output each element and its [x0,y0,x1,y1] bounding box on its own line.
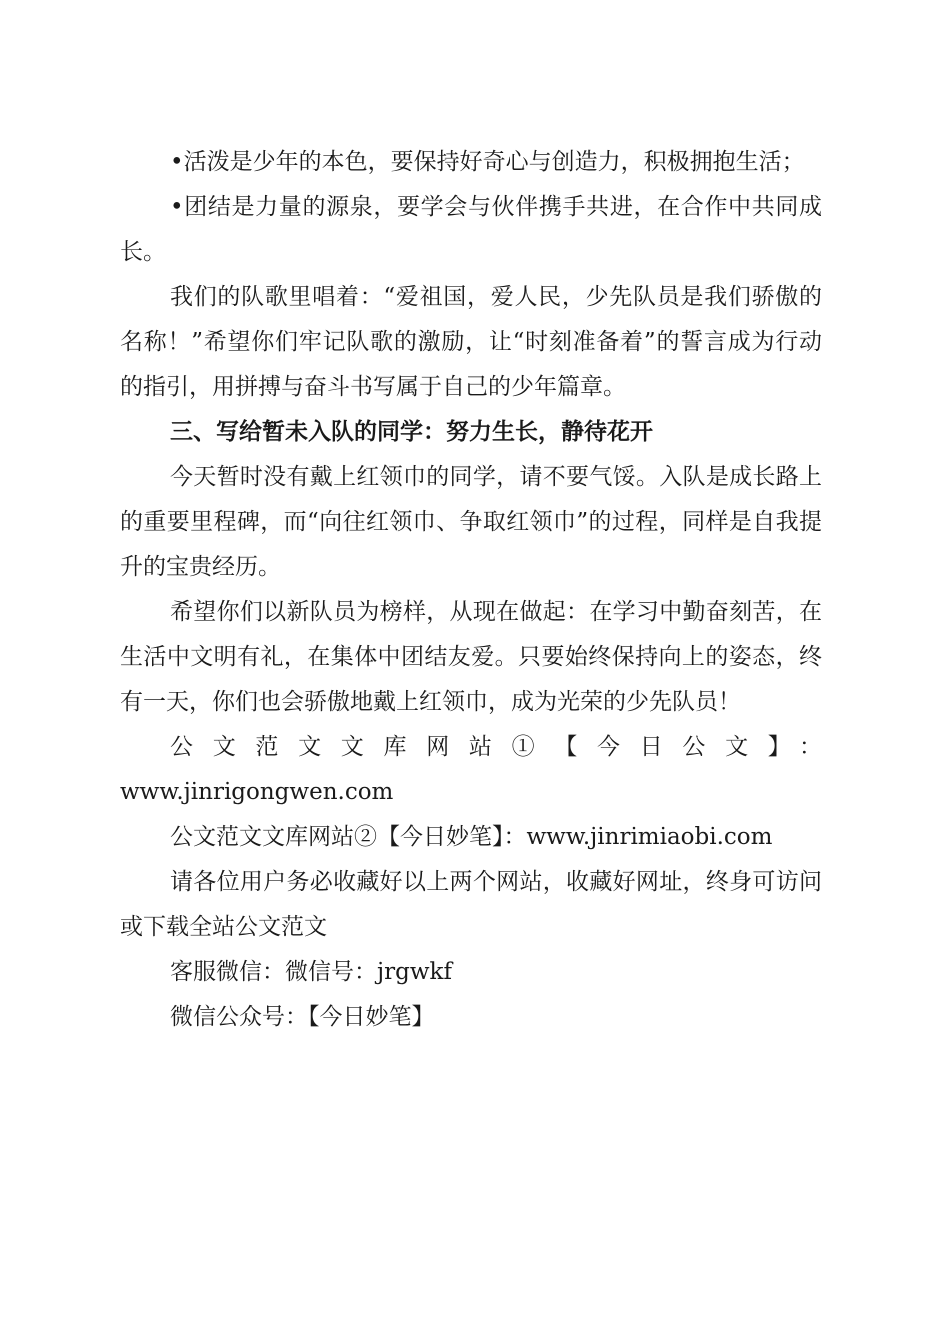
footer-site2-line: 公文范文文库网站②【今日妙笔】：www.jinrimiaobi.com [170,824,773,850]
footer-site1-label: 公文范文文库网站①【今日公文】： [170,734,822,760]
document-page [120,140,822,1040]
footer-wechat: 客服微信：微信号：jrgwkf [170,959,452,985]
section-heading: 三、写给暂未入队的同学：努力生长，静待花开 [170,419,653,445]
paragraph-encouragement: 今天暂时没有戴上红领巾的同学，请不要气馁。入队是成长路上的重要里程碑，而“向往红领巾、争取红领巾”的过程，同样是自我提升的宝贵经历。 [120,464,822,580]
bullet-paragraph-unity: •团结是力量的源泉，要学会与伙伴携手共进，在合作中共同成长。 [120,194,822,265]
footer-site1-url: www.jinrigongwen.com [120,779,394,805]
bullet-paragraph-liveliness: •活泼是少年的本色，要保持好奇心与创造力，积极拥抱生活； [170,149,805,175]
footer-official-account: 微信公众号：【今日妙笔】 [170,1004,435,1030]
paragraph-team-song: 我们的队歌里唱着：“爱祖国，爱人民，少先队员是我们骄傲的名称！”希望你们牢记队歌的激励，让“时刻准备着”的誓言成为行动的指引，用拼搏与奋斗书写属于自己的少年篇章。 [120,284,822,400]
paragraph-hope: 希望你们以新队员为榜样，从现在做起：在学习中勤奋刻苦，在生活中文明有礼，在集体中团结友爱。只要始终保持向上的姿态，终有一天，你们也会骄傲地戴上红领巾，成为光荣的少先队员！ [120,599,822,715]
footer-notice: 请各位用户务必收藏好以上两个网站，收藏好网址，终身可访问或下载全站公文范文 [120,869,822,940]
